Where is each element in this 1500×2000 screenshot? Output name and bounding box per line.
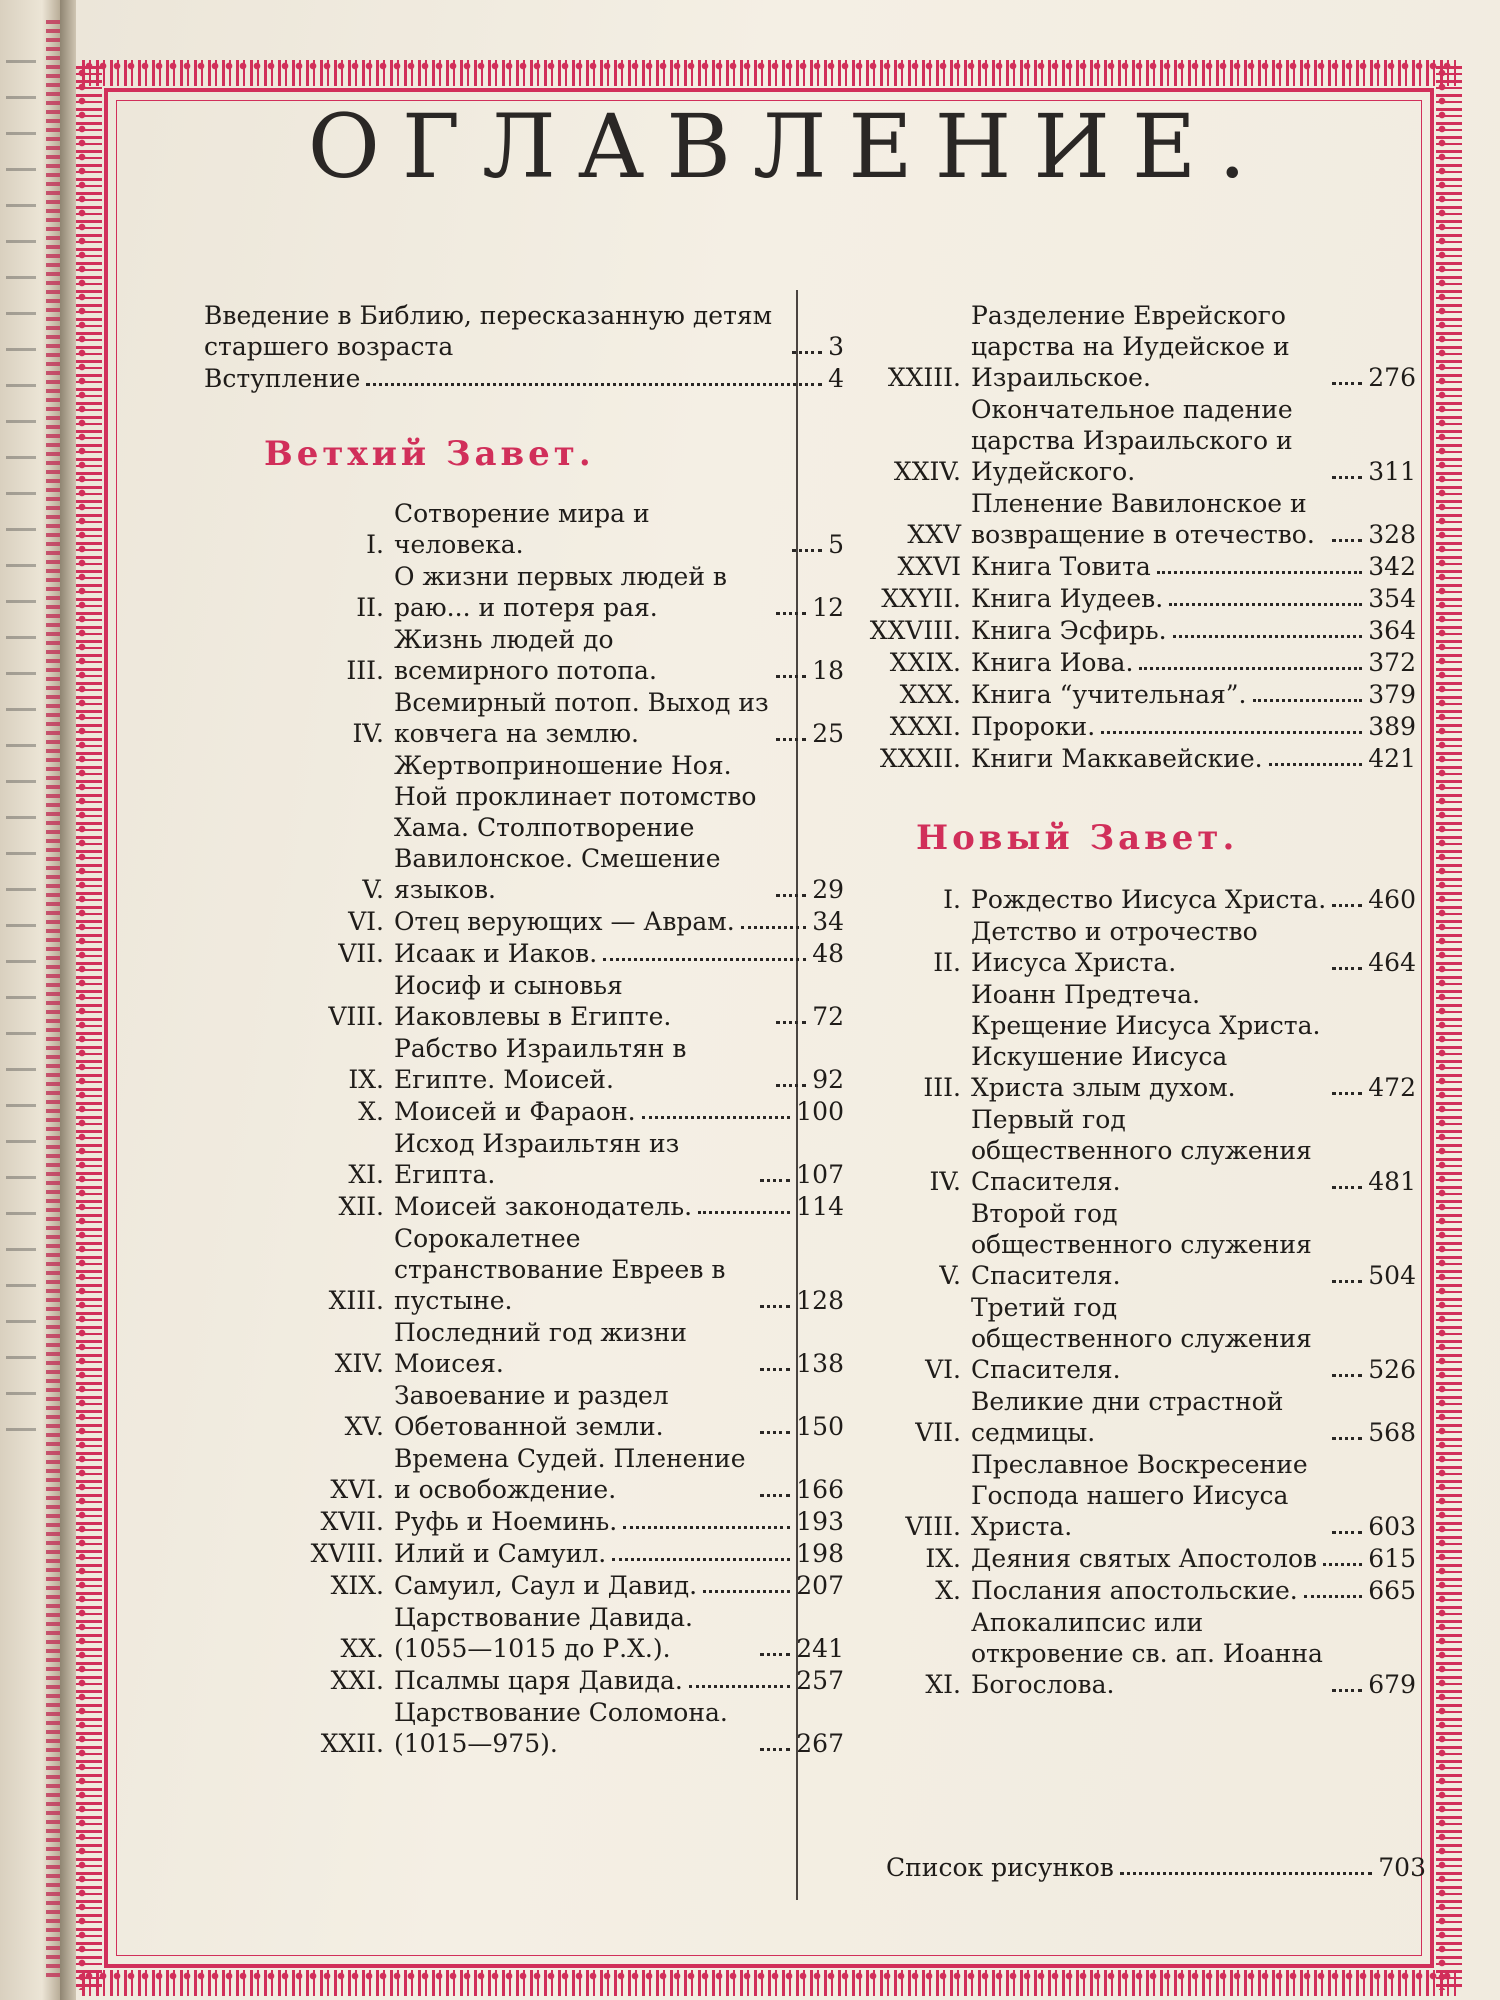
dot-leader (760, 1367, 790, 1371)
dot-leader (623, 1525, 790, 1529)
toc-entry[interactable] (836, 679, 1416, 710)
dot-leader (760, 1747, 790, 1751)
entry-title: Иосиф и сыновья Иаковлевы в Египте. (394, 971, 672, 1031)
entry-page-number: 679 (1368, 1670, 1416, 1699)
entry-title: Моисей и Фараон. (394, 1097, 636, 1126)
toc-entry[interactable] (836, 551, 1416, 582)
entry-page-number: 138 (796, 1349, 844, 1378)
dot-leader (760, 1430, 790, 1434)
chapter-number: I. (366, 530, 384, 559)
entry-title: Жизнь людей до всемирного потопа. (394, 625, 657, 685)
entry-page-number: 665 (1368, 1576, 1416, 1605)
dot-leader (760, 1178, 790, 1182)
entry-page-number: 389 (1368, 712, 1416, 741)
entry-title: Детство и отрочество Иисуса Христа. (971, 917, 1258, 977)
chapter-number: XIII. (328, 1286, 384, 1315)
toc-entry[interactable] (204, 687, 844, 749)
right-column (836, 300, 1416, 1701)
chapter-number: III. (346, 656, 384, 685)
chapter-number: II. (356, 593, 384, 622)
frame-ornament-left (76, 66, 102, 1990)
entry-page-number: 128 (796, 1286, 844, 1315)
toc-entry[interactable] (204, 1443, 844, 1505)
toc-entry[interactable] (204, 1096, 844, 1127)
chapter-number: VII. (915, 1418, 961, 1447)
entry-title: Исход Израильтян из Египта. (394, 1129, 680, 1189)
chapter-number: VI. (348, 907, 384, 936)
entry-title: Царствование Давида. (1055—1015 до Р.Х.). (394, 1603, 693, 1663)
dot-leader (776, 893, 806, 897)
entry-page-number: 198 (796, 1539, 844, 1568)
entry-page-number: 526 (1368, 1355, 1416, 1384)
entry-page-number: 568 (1368, 1418, 1416, 1447)
entry-title: Завоевание и раздел Обетованной земли. (394, 1381, 669, 1441)
chapter-number: I. (943, 885, 961, 914)
dot-leader (1101, 730, 1362, 734)
new-testament-list (836, 884, 1416, 1700)
toc-entry[interactable] (204, 624, 844, 686)
toc-entry[interactable] (204, 363, 844, 394)
toc-entry[interactable] (836, 300, 1416, 393)
dot-leader (1323, 1562, 1362, 1566)
chapter-number: V. (362, 875, 384, 904)
dot-leader (642, 1115, 791, 1119)
chapter-number: XXIV. (893, 457, 961, 486)
toc-entry[interactable] (204, 1380, 844, 1442)
toc-entry[interactable] (836, 711, 1416, 742)
entry-page-number: 364 (1368, 616, 1416, 645)
dot-leader (1332, 1279, 1362, 1283)
chapter-number: XXIII. (887, 363, 961, 392)
dot-leader (698, 1210, 790, 1214)
dot-leader (776, 1020, 806, 1024)
entry-page-number: 193 (796, 1507, 844, 1536)
dot-leader (776, 674, 806, 678)
entry-title: Великие дни страстной седмицы. (971, 1387, 1284, 1447)
entry-page-number: 379 (1368, 680, 1416, 709)
entry-title: Преславное Воскресение Господа нашего Иисуса Христа. (971, 1450, 1308, 1541)
entry-title: Пророки. (971, 712, 1096, 741)
entry-title: Моисей законодатель. (394, 1192, 693, 1221)
dot-leader (1332, 538, 1362, 542)
entry-page-number: 48 (812, 939, 844, 968)
entry-page-number: 703 (1378, 1853, 1426, 1882)
dot-leader (1332, 966, 1362, 970)
entry-title: Сотворение мира и человека. (394, 499, 650, 559)
dot-leader (1332, 1185, 1362, 1189)
dot-leader (760, 1493, 790, 1497)
dot-leader (612, 1557, 790, 1561)
figures-entry-wrapper (886, 1852, 1426, 1884)
dot-leader (776, 611, 806, 615)
toc-entry[interactable] (204, 498, 844, 560)
chapter-number: VI. (925, 1355, 961, 1384)
dot-leader (1157, 570, 1362, 574)
entry-page-number: 12 (812, 593, 844, 622)
dot-leader (703, 1589, 790, 1593)
chapter-number: XXVIII. (869, 616, 961, 645)
entry-title: Третий год общественного служения Спасителя. (971, 1293, 1312, 1384)
dot-leader (1332, 903, 1362, 907)
old-testament-continued-list (836, 300, 1416, 774)
entry-page-number: 504 (1368, 1261, 1416, 1290)
toc-entry-figures[interactable] (886, 1852, 1426, 1883)
entry-title: Всемирный потоп. Выход из ковчега на землю. (394, 688, 769, 748)
toc-entry[interactable] (204, 561, 844, 623)
chapter-number: XXXII. (879, 744, 961, 773)
dot-leader (1173, 634, 1363, 638)
entry-title: Деяния святых Апостолов (971, 1544, 1318, 1573)
chapter-number: XIV. (334, 1349, 384, 1378)
toc-entry[interactable] (836, 1104, 1416, 1197)
entry-title: Книга Иова. (971, 648, 1134, 677)
chapter-number: XXIX. (889, 648, 961, 677)
toc-entry[interactable] (836, 743, 1416, 774)
entry-title: Послания апостольские. (971, 1576, 1298, 1605)
toc-entry[interactable] (204, 1665, 844, 1696)
toc-entry[interactable] (836, 1543, 1416, 1574)
entry-page-number: 464 (1368, 948, 1416, 977)
frame-ornament-top (82, 60, 1456, 86)
entry-page-number: 328 (1368, 520, 1416, 549)
dot-leader (1332, 1373, 1362, 1377)
entry-title: Введение в Библию, пересказанную детям старшего возраста (204, 301, 773, 361)
entry-page-number: 25 (812, 719, 844, 748)
chapter-number: XVII. (320, 1507, 384, 1536)
entry-title: Апокалипсис или откровение св. ап. Иоанна Богослова. (971, 1608, 1323, 1699)
entry-page-number: 372 (1368, 648, 1416, 677)
toc-entry[interactable] (836, 615, 1416, 646)
entry-title: Список рисунков (886, 1853, 1114, 1882)
dot-leader (1139, 666, 1362, 670)
toc-entry[interactable] (836, 647, 1416, 678)
entry-title: Псалмы царя Давида. (394, 1666, 683, 1695)
toc-entry[interactable] (836, 394, 1416, 487)
dot-leader (792, 350, 822, 354)
entry-page-number: 267 (796, 1729, 844, 1758)
chapter-number: XIX. (330, 1571, 384, 1600)
toc-entry[interactable] (836, 1386, 1416, 1448)
adjacent-page-edge (0, 0, 60, 2000)
toc-entry[interactable] (836, 884, 1416, 915)
left-column (204, 300, 844, 1760)
entry-page-number: 18 (812, 656, 844, 685)
chapter-number: XX. (340, 1634, 384, 1663)
toc-entry[interactable] (204, 1128, 844, 1190)
entry-page-number: 241 (796, 1634, 844, 1663)
chapter-number: VIII. (328, 1002, 384, 1031)
chapter-number: IV. (929, 1167, 961, 1196)
toc-entry[interactable] (204, 1506, 844, 1537)
old-testament-list (204, 498, 844, 1759)
entry-title: Окончательное падение царства Израильского и Иудейского. (971, 395, 1293, 486)
chapter-number: XVI. (330, 1475, 384, 1504)
entry-title: Исаак и Иаков. (394, 939, 598, 968)
chapter-number: IV. (352, 719, 384, 748)
entry-page-number: 276 (1368, 363, 1416, 392)
entry-title: Книга Эсфирь. (971, 616, 1167, 645)
entry-title: Иоанн Предтеча. Крещение Иисуса Христа. Искушение Иисуса Христа злым духом. (971, 980, 1321, 1102)
toc-entry[interactable] (204, 1033, 844, 1095)
new-testament-heading: Новый Завет. (916, 818, 1239, 858)
entry-title: Отец верующих — Аврам. (394, 907, 735, 936)
entry-title: Сорокалетнее странствование Евреев в пустыне. (394, 1224, 726, 1315)
entry-title: Вступление (204, 364, 361, 393)
toc-entry[interactable] (204, 1602, 844, 1664)
entry-page-number: 311 (1368, 457, 1416, 486)
dot-leader (760, 1652, 790, 1656)
chapter-number: XV. (344, 1412, 384, 1441)
entry-title: Рождество Иисуса Христа. (971, 885, 1327, 914)
entry-page-number: 3 (828, 332, 844, 361)
entry-page-number: 150 (796, 1412, 844, 1441)
frame-ornament-bottom (82, 1970, 1456, 1996)
chapter-number: XXVI (897, 552, 961, 581)
entry-title: Разделение Еврейского царства на Иудейское и Израильское. (971, 301, 1290, 392)
entry-page-number: 29 (812, 875, 844, 904)
entry-title: Царствование Соломона. (1015—975). (394, 1698, 728, 1758)
chapter-number: XVIII. (310, 1539, 384, 1568)
entry-title: Последний год жизни Моисея. (394, 1318, 687, 1378)
entry-title: Самуил, Саул и Давид. (394, 1571, 698, 1600)
entry-page-number: 354 (1368, 584, 1416, 613)
chapter-number: VII. (338, 939, 384, 968)
dot-leader (776, 1083, 806, 1087)
book-page (76, 0, 1500, 2000)
dot-leader (1304, 1594, 1363, 1598)
chapter-number: XI. (925, 1670, 961, 1699)
adjacent-page-ornament (46, 20, 60, 1980)
entry-page-number: 342 (1368, 552, 1416, 581)
dot-leader (741, 925, 806, 929)
dot-leader (1169, 602, 1362, 606)
toc-entry[interactable] (204, 750, 844, 905)
toc-entry[interactable] (204, 1191, 844, 1222)
chapter-number: XI. (348, 1160, 384, 1189)
toc-entry[interactable] (836, 1292, 1416, 1385)
chapter-number: VIII. (905, 1512, 961, 1541)
toc-entry[interactable] (204, 300, 844, 362)
chapter-number: IX. (925, 1544, 961, 1573)
adjacent-page-text (6, 60, 36, 1460)
entry-title: О жизни первых людей в раю... и потеря рая. (394, 562, 728, 622)
entry-title: Первый год общественного служения Спасителя. (971, 1105, 1312, 1196)
entry-page-number: 472 (1368, 1073, 1416, 1102)
entry-page-number: 615 (1368, 1544, 1416, 1573)
toc-entry[interactable] (836, 488, 1416, 550)
toc-entry[interactable] (836, 1198, 1416, 1291)
entry-page-number: 107 (796, 1160, 844, 1189)
chapter-number: IX. (348, 1065, 384, 1094)
toc-entry[interactable] (204, 906, 844, 937)
toc-entry[interactable] (204, 1223, 844, 1316)
entry-title: Книга Иудеев. (971, 584, 1164, 613)
dot-leader (776, 737, 806, 741)
dot-leader (1120, 1871, 1372, 1875)
chapter-number: V. (939, 1261, 961, 1290)
toc-entry[interactable] (204, 1570, 844, 1601)
entry-page-number: 257 (796, 1666, 844, 1695)
chapter-number: XII. (338, 1192, 384, 1221)
entry-page-number: 92 (812, 1065, 844, 1094)
dot-leader (366, 382, 822, 386)
toc-entry[interactable] (204, 1697, 844, 1759)
chapter-number: X. (358, 1097, 384, 1126)
dot-leader (603, 957, 806, 961)
entry-page-number: 207 (796, 1571, 844, 1600)
entry-page-number: 166 (796, 1475, 844, 1504)
entry-page-number: 5 (828, 530, 844, 559)
intro-list (204, 300, 844, 394)
entry-title: Жертвоприношение Ноя. Ной проклинает потомство Хама. Столпотворение Вавилонское. Смешение языков. (394, 751, 757, 904)
entry-page-number: 114 (796, 1192, 844, 1221)
dot-leader (1332, 1688, 1362, 1692)
chapter-number: X. (935, 1576, 961, 1605)
book-gutter (60, 0, 76, 2000)
entry-title: Пленение Вавилонское и возвращение в отечество. (971, 489, 1315, 549)
toc-entry[interactable] (204, 1317, 844, 1379)
dot-leader (1332, 381, 1362, 385)
entry-page-number: 603 (1368, 1512, 1416, 1541)
entry-title: Книга “учительная”. (971, 680, 1247, 709)
toc-entry[interactable] (836, 1575, 1416, 1606)
toc-entry[interactable] (836, 1449, 1416, 1542)
entry-page-number: 460 (1368, 885, 1416, 914)
chapter-number: III. (923, 1073, 961, 1102)
entry-title: Илий и Самуил. (394, 1539, 607, 1568)
entry-page-number: 481 (1368, 1167, 1416, 1196)
dot-leader (1332, 1530, 1362, 1534)
toc-entry[interactable] (836, 916, 1416, 978)
entry-title: Книги Маккавейские. (971, 744, 1263, 773)
toc-entry[interactable] (836, 583, 1416, 614)
entry-page-number: 34 (812, 907, 844, 936)
entry-title: Книга Товита (971, 552, 1151, 581)
dot-leader (760, 1304, 790, 1308)
dot-leader (1253, 698, 1363, 702)
entry-page-number: 4 (828, 364, 844, 393)
entry-title: Руфь и Ноеминь. (394, 1507, 618, 1536)
entry-page-number: 421 (1368, 744, 1416, 773)
chapter-number: II. (933, 948, 961, 977)
chapter-number: XXI. (330, 1666, 384, 1695)
old-testament-heading: Ветхий Завет. (264, 434, 595, 474)
entry-title: Второй год общественного служения Спасителя. (971, 1199, 1312, 1290)
chapter-number: XXX. (899, 680, 961, 709)
chapter-number: XXYII. (881, 584, 961, 613)
toc-entry[interactable] (836, 1607, 1416, 1700)
dot-leader (689, 1684, 790, 1688)
dot-leader (1332, 1091, 1362, 1095)
dot-leader (1332, 1436, 1362, 1440)
entry-page-number: 72 (812, 1002, 844, 1031)
toc-entry[interactable] (836, 979, 1416, 1103)
chapter-number: XXV (907, 520, 961, 549)
dot-leader (792, 548, 822, 552)
page-title: ОГЛАВЛЕНИЕ. (307, 95, 1269, 198)
dot-leader (1269, 762, 1363, 766)
dot-leader (1332, 475, 1362, 479)
entry-page-number: 100 (796, 1097, 844, 1126)
entry-title: Времена Судей. Пленение и освобождение. (394, 1444, 746, 1504)
chapter-number: XXXI. (889, 712, 961, 741)
toc-entry[interactable] (204, 938, 844, 969)
toc-entry[interactable] (204, 1538, 844, 1569)
chapter-number: XXII. (320, 1729, 384, 1758)
toc-entry[interactable] (204, 970, 844, 1032)
entry-title: Рабство Израильтян в Египте. Моисей. (394, 1034, 687, 1094)
frame-ornament-right (1436, 66, 1462, 1990)
